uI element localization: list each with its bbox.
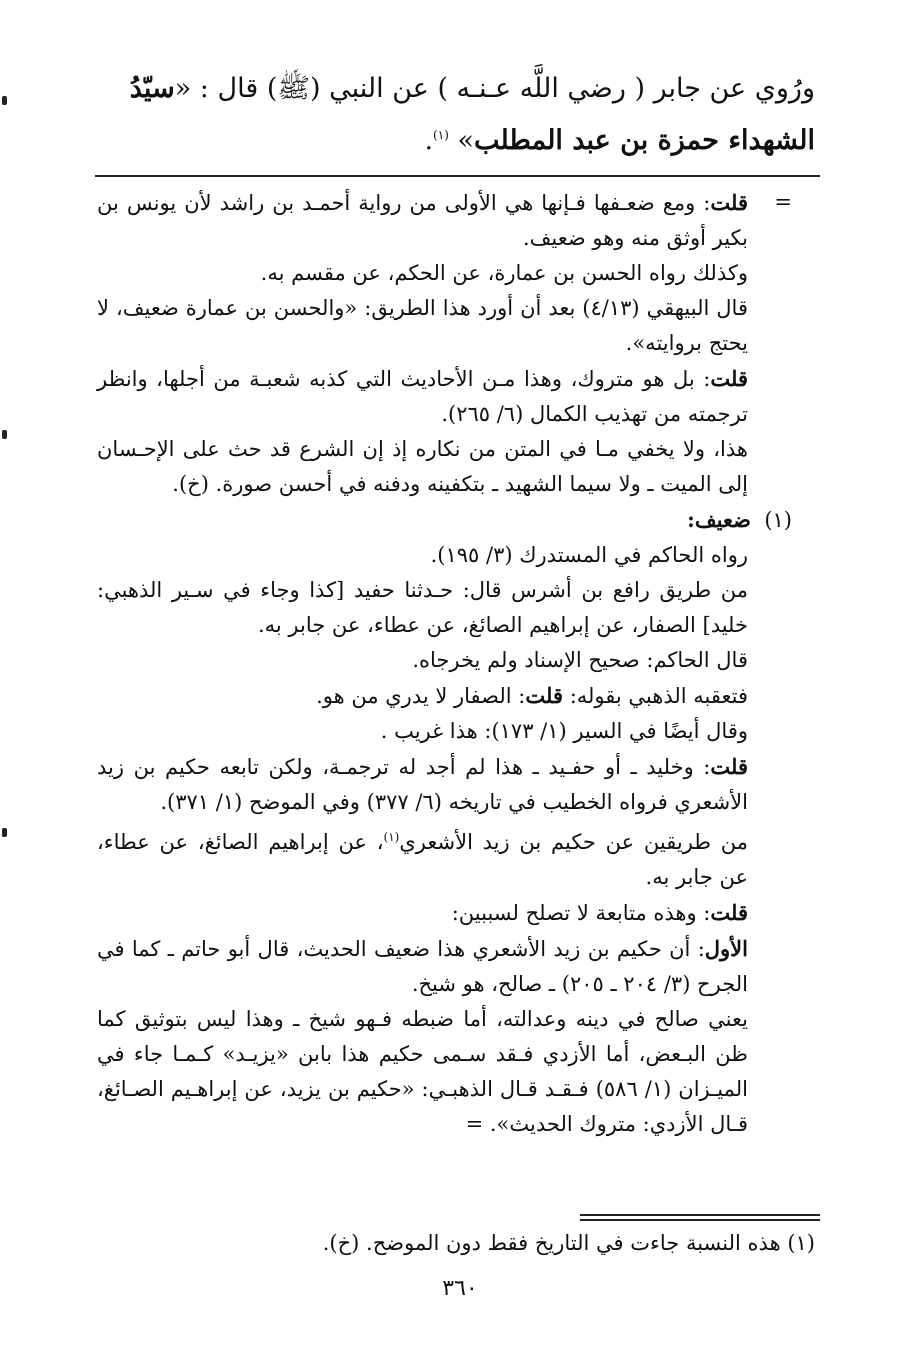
- note-text: : بل هو متروك، وهذا مـن الأحاديث التي كذبه شعبـة من أجلها، وانظر ترجمته من تهذيب الكمال (٦/ ٢٦٥).: [97, 367, 748, 426]
- scan-mark: [2, 96, 7, 105]
- footnote-number: (١): [764, 508, 792, 532]
- note-paragraph: [97, 820, 792, 895]
- note-paragraph: [97, 931, 792, 1002]
- note-text: : وخليد ـ أو حفـيد ـ هذا لم أجد له ترجمـة، ولكن تابعه حكيم بن زيد الأشعري فرواه الخطيب في تاريخه (٦/ ٣٧٧) وفي الموضح (١/ ٣٧١).: [97, 755, 748, 814]
- keyword-qult: قلت: [710, 900, 748, 925]
- main-text: [100, 66, 815, 164]
- note-paragraph: [97, 895, 792, 931]
- note-text: : ومع ضعـفها فـإنها هي الأولى من رواية أحمـد بن راشد لأن يونس بن بكير أوثق منه وهو ضعيف.: [97, 191, 748, 250]
- note-paragraph: هذا، ولا يخفي مـا في المتن من نكاره إذ إن الشرع قد حث على الإحـسان إلى الميت ـ ولا سيما الشهيد ـ بتكفينه ودفنه في أحسن صورة. (خ).: [97, 437, 748, 496]
- separator-line: [95, 175, 820, 177]
- keyword-qult: قلت: [710, 754, 748, 779]
- page-footnote: (١) هذه النسبة جاءت في التاريخ فقط دون الموضح. (خ).: [322, 1231, 815, 1255]
- scan-mark: [2, 828, 7, 837]
- note-paragraph: وقال أيضًا في السير (١/ ١٧٣): هذا غريب .: [380, 719, 748, 743]
- main-line1-bold: سيّدُ: [129, 73, 175, 104]
- note-text: فتعقبه الذهبي بقوله:: [563, 684, 748, 708]
- continuation-mark: =: [774, 190, 792, 214]
- main-line1: ورُوي عن جابر ( رضي اللَّه عـنـه ) عن النبي (ﷺ) قال : «: [174, 73, 815, 104]
- notes-section: [97, 185, 792, 1142]
- note-paragraph: قال البيهقي (٤/١٣) بعد أن أورد هذا الطريق: «والحسن بن عمارة ضعيف، لا يحتج بروايته».: [97, 296, 748, 355]
- main-line2-bold: الشهداء حمزة بن عبد المطلب: [473, 125, 815, 156]
- note-paragraph: قال الحاكم: صحيح الإسناد ولم يخرجاه.: [412, 648, 748, 672]
- keyword-daif: ضعيف:: [687, 507, 751, 532]
- note-paragraph: من طريق رافع بن أشرس قال: حـدثنا حفيد [كذا وجاء في سـير الذهبي: خليد] الصفار، عن إبراهيم الصائغ، عن عطاء، عن جابر به.: [97, 578, 748, 637]
- note-text: : الصفار لا يدري من هو.: [316, 684, 526, 708]
- note-text: من طريقين عن حكيم بن زيد الأشعري: [399, 830, 748, 854]
- note-paragraph: رواه الحاكم في المستدرك (٣/ ١٩٥).: [430, 543, 748, 567]
- keyword-qult: قلت: [710, 190, 748, 215]
- note-text: : وهذه متابعة لا تصلح لسببين:: [451, 901, 711, 925]
- note-text: ، عن إبراهيم الصائغ، عن عطاء، عن جابر به.: [97, 830, 748, 889]
- page-number: ٣٦٠: [442, 1276, 478, 1301]
- footnote-separator: [580, 1214, 820, 1216]
- scan-mark: [2, 430, 7, 439]
- note-text: : أن حكيم بن زيد الأشعري هذا ضعيف الحديث، قال أبو حاتم ـ كما في الجرح (٣/ ٢٠٤ ـ ٢٠٥) ـ صالح، هو شيخ.: [97, 937, 748, 996]
- note-paragraph: [97, 749, 792, 820]
- keyword-qult: قلت: [710, 366, 748, 391]
- period: .: [424, 125, 434, 156]
- note-paragraph: يعني صالح في دينه وعدالته، أما ضبطه فـهو شيخ ـ وهذا ليس بتوثيق كما ظن البـعض، أما الأزدي فـقد سـمى حكيم هذا بابن «يزيـد» كـمـا جاء في الميـزان (١/ ٥٨٦) فـقـد قـال الذهبـي: «حكيم بن يزيد، عن إبراهـيم الصـائغ، قـال الأزدي: متروك الحديث». =: [97, 1007, 748, 1136]
- keyword-qult: قلت: [525, 683, 564, 708]
- footnote-ref: (١): [383, 830, 400, 844]
- footnote-separator: [580, 1219, 820, 1221]
- footnote-heading: [97, 502, 792, 538]
- keyword-awwal: الأول: [704, 936, 748, 961]
- note-paragraph: [97, 185, 792, 256]
- note-paragraph: [97, 361, 792, 432]
- footnote-ref: (١): [433, 128, 449, 142]
- note-paragraph: وكذلك رواه الحسن بن عمارة، عن الحكم، عن مقسم به.: [260, 261, 748, 285]
- quote-close: »: [448, 125, 474, 156]
- note-paragraph: [97, 678, 792, 714]
